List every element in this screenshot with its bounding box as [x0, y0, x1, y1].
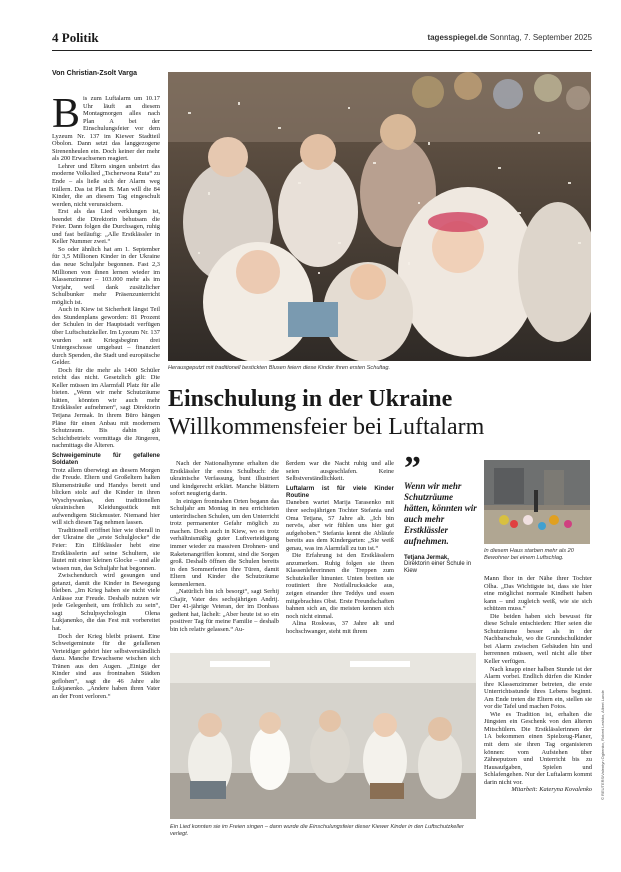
- paragraph: Trotz allem überwiegt an diesem Morgen die Freude. Eltern und Großeltern halten Blumensträuße und Handys bereit und blicken stolz auf die Kinder in ihren Wyschywankas, den traditionellen ukrainischen Kleidungsstück mit aufwendigem Stickmuster. Niemand hier will sich diesen Tag nehmen lassen.: [52, 466, 160, 527]
- paragraph: Traditionell eröffnet hier wie überall in der Ukraine die „erste Schulglocke“ die Feier: Ein Elftklässler hebt eine Erstklässlerin auf seine Schultern, sie läutet mit einer kleinen Glocke – und alle wissen nun, das Schuljahr hat begonnen.: [52, 526, 160, 572]
- drop-cap: B: [52, 95, 81, 137]
- photo-illustration: [168, 72, 591, 361]
- memorial-photo-illustration: [484, 460, 590, 544]
- paragraph: Mann Ihor in der Nähe ihrer Tochter Olha. „Das Wichtigste ist, dass sie hier eine möglichst normale Kindheit haben kann – und zugleich weiß, wie sie sich schützen muss.“: [484, 575, 592, 613]
- bunker-photo-illustration: [170, 653, 476, 819]
- bunker-photo-caption: Ein Lied konnten sie im Freien singen – dann wurde die Einschulungsfeier dieser Kiewer Kinder in den Luftschutzkeller verlegt.: [170, 824, 464, 837]
- paragraph: ßerdem war die Nacht ruhig und alle seien ausgeschlafen. Keine Selbstverständlichkeit.: [286, 460, 394, 483]
- paragraph: In einigen frontnahen Orten begann das Schuljahr am Montag in neu errichteten unterirdischen Schulen, um den Unterricht trotz permanenter Gefahr möglich zu machen. Doch auch in Kiew, wo es trotz verhältnismäßig guter Luftverteidigung immer wieder zu massiven Drohnen- und Raketenangriffen kommt, sind die Sorgen groß. Deshalb öffnen die Schulen bereits in den Sommerferien ihre Türen, damit Eltern und Kinder die Schutzräume kennenlernen.: [170, 497, 279, 588]
- lead-text: is zum Luftalarm um 10.17 Uhr läuft an diesem Montagmorgen alles nach Plan A bei der Einschulungsfeier vor dem Lyzeum Nr. 137 im Kiewer Stadtteil Obolon. Dann setzt das langgezogene Sirenenheulen ein. Doch keiner der mehr als 200 Erwachsenen reagiert.: [52, 95, 160, 163]
- lead-paragraph: [52, 95, 160, 163]
- subheading: Schweigeminute für gefallene Soldaten: [52, 451, 160, 467]
- paragraph: „Natürlich bin ich besorgt“, sagt Serhij Chajir, Vater des sechsjährigen Andrij. Der 41-jährige Veteran, der im Donbass gedient hat, lächelt: „Aber heute ist so ein positiver Tag für meine Familie – deshalb bin ich relativ gelassen.“ Au-: [170, 588, 279, 634]
- paragraph: Erst als das Lied verklungen ist, beendet die Direktorin behutsam die Feier. Dann folgen die Durchsagen, ruhig und fast beiläufig: „Alle Erstklässler in Keller Nummer zwei.“: [52, 208, 160, 246]
- issue-date: Sonntag, 7. September 2025: [489, 33, 592, 42]
- paragraph: Die Erfahrung ist den Erstklässlern anzumerken. Ruhig folgen sie ihren Klassenlehrerinnen die Treppen zum Schutzkeller hinunter. Unten breiten sie routiniert ihre Notfallrucksäcke aus, zeigen einander ihre Teddys und essen mitgebrachtes Obst. Erste Freundschaften bahnen sich an, die meisten kennen sich noch nicht einmal.: [286, 552, 394, 620]
- paragraph: Auch in Kiew ist Sicherheit längst Teil des Stundenplans geworden: 81 Prozent der Schulen in der Hauptstadt verfügen über Luftschutzkeller. Im Lyzeum Nr. 137 wurden seit Kriegsbeginn drei Untergeschosse umgebaut – finanziert durch Spenden, die Stadt und europäische Gelder.: [52, 306, 160, 367]
- article-column-2: [170, 460, 279, 650]
- quote-mark-icon: ”: [404, 450, 421, 487]
- headline: Einschulung in der Ukraine: [168, 386, 453, 412]
- brand-name: tagesspiegel.de: [427, 33, 488, 42]
- paragraph: Nach der Nationalhymne erhalten die Erstklässler ihr erstes Schulbuch: die ukrainische Verfassung, bunt illustriert und kindgerecht erklärt. Manche blättern sofort neugierig darin.: [170, 460, 279, 498]
- memorial-photo: [484, 460, 590, 544]
- paragraph: So oder ähnlich hat am 1. September für 3,5 Millionen Kinder in der Ukraine das neue Schuljahr begonnen. Fast 2,3 Millionen von ihnen lernen wieder im Klassenzimmer – 103.000 mehr als im Vorjahr, weil dank zusätzlicher Schulbunker mehr Präsenzunterricht möglich ist.: [52, 245, 160, 306]
- article-column-4: [484, 575, 592, 840]
- contributor-note: Mitarbeit: Kateryna Kovalenko: [511, 786, 592, 794]
- paragraph: Doch für die mehr als 1400 Schüler reicht das nicht. Gesetzlich gilt: Die Keller müssen im Alarmfall Platz für alle bieten. „Wenn wir mehr Schutzräume hätten, könnten wir auch mehr Erstklässler aufnehmen“, sagt Direktorin Tetjana Jermak. In ihrem Büro hängen Pläne für einen Anbau mit modernem Schutzraum. Bis dahin gilt Schichtbetrieb: vormittags die Jüngeren, nachmittags die Älteren.: [52, 366, 160, 450]
- section-title: 4 Politik: [52, 30, 99, 45]
- pull-quote: [404, 450, 478, 575]
- byline: Von Christian-Zsolt Varga: [52, 70, 138, 77]
- quote-author-role: Direktorin einer Schule in Kiew: [404, 561, 472, 574]
- main-photo-caption: Herausgeputzt mit traditionell bestickten Blusen feiern diese Kinder ihren ersten Schultag.: [168, 365, 391, 371]
- subheadline: Willkommensfeier bei Luftalarm: [168, 414, 485, 440]
- brand-and-date: [427, 33, 592, 42]
- paragraph: Die beiden haben sich bewusst für diese Schule entschieden: Hier seien die Schutzräume besser als in der Nachbarschule, wo die Grundschulkinder bei Alarm zwischen Gebäuden hin und herrennen müssen, weil nicht alle über Keller verfügen.: [484, 612, 592, 666]
- page-header: [52, 30, 592, 46]
- paragraph: Daneben wartet Marija Tarasenko mit ihrer sechsjährigen Tochter Stefania und Oma Tetjana, 57 Jahre alt. „Ich bin nervös, aber wir fühlen uns hier gut aufgehoben.“ Stefania kennt die Abläufe bereits aus dem Kindergarten: „Sie weiß genau, was im Alarmfall zu tun ist.“: [286, 499, 394, 552]
- header-rule: [52, 50, 592, 51]
- article-column-3: [286, 460, 394, 650]
- memorial-photo-caption: In diesem Haus starben mehr als 20 Bewohner bei einem Luftschlag.: [484, 548, 574, 561]
- paragraph: Doch der Krieg bleibt präsent. Eine Schweigeminute für die gefallenen Verteidiger gehört hier selbstverständlich dazu. Manche Erwachsene wischen sich Tränen aus den Augen. „Einige der Kinder sind aus frontnahen Städten geflohen“, sagt die 46 Jahre alte Lukjanenko. „Andere haben ihren Vater an der Front verloren.“: [52, 632, 160, 700]
- article-column-1: [52, 95, 160, 837]
- paragraph: Lehrer und Eltern singen unbeirrt das moderne Volkslied „Tscherwona Ruta“ zu Ende – als ließe sich der Alarm weg trällern. Das ist Plan B. Man will die 84 Kinder, die an diesem Tag eingeschult werden, nicht verunsichern.: [52, 162, 160, 208]
- bunker-photo: [170, 653, 476, 819]
- quote-author: Tetjana Jermak,: [404, 555, 449, 561]
- paragraph: Nach knapp einer halben Stunde ist der Alarm vorbei. Endlich dürfen die Kinder ihre Klassenzimmer betreten, die erste Unterrichtsstunde ihres Lebens beginnt. Am Ende treten die Eltern ein, stellen sie vor die Tafel und machen Fotos.: [484, 665, 592, 711]
- quote-text: Wenn wir mehr Schutzräume hätten, könnten wir auch mehr Erstklässler aufnehmen.: [404, 481, 477, 546]
- paragraph: Zwischendurch wird gesungen und getanzt, damit die Kinder in Bewegung bleiben. „Im Krieg haben sie nicht viele Anlässe zur Freude. Deshalb nutzen wir jede Gelegenheit, um fröhlich zu sein“, sagt Schulpsychologin Olena Lukjanenko, die das Fest mit vorbereitet hat.: [52, 572, 160, 632]
- subheading: Luftalarm ist für viele Kinder Routine: [286, 484, 394, 500]
- paragraph: Alina Roskwas, 37 Jahre alt und hochschwanger, steht mit ihrem: [286, 620, 394, 635]
- main-photo-children-celebrating: [168, 72, 591, 361]
- paragraph: Wie es Tradition ist, erhalten die Jüngsten ein Geschenk von den älteren Mitschülern. Die Erstklässlerinnen der 1A bekommen einen Spielzeug-Planer, mit dem sie ihren Tag organisieren können: vom Aufstehen über Zähneputzen und Unterricht bis zu Hausaufgaben, Spielen und Schlafengehen. Nur der Luftalarm kommt darin nicht vor.: [484, 710, 592, 786]
- photo-credit: © REUTERS/Valentyn Ogirenko, Robert Leshko, Albert Lunde: [600, 690, 605, 800]
